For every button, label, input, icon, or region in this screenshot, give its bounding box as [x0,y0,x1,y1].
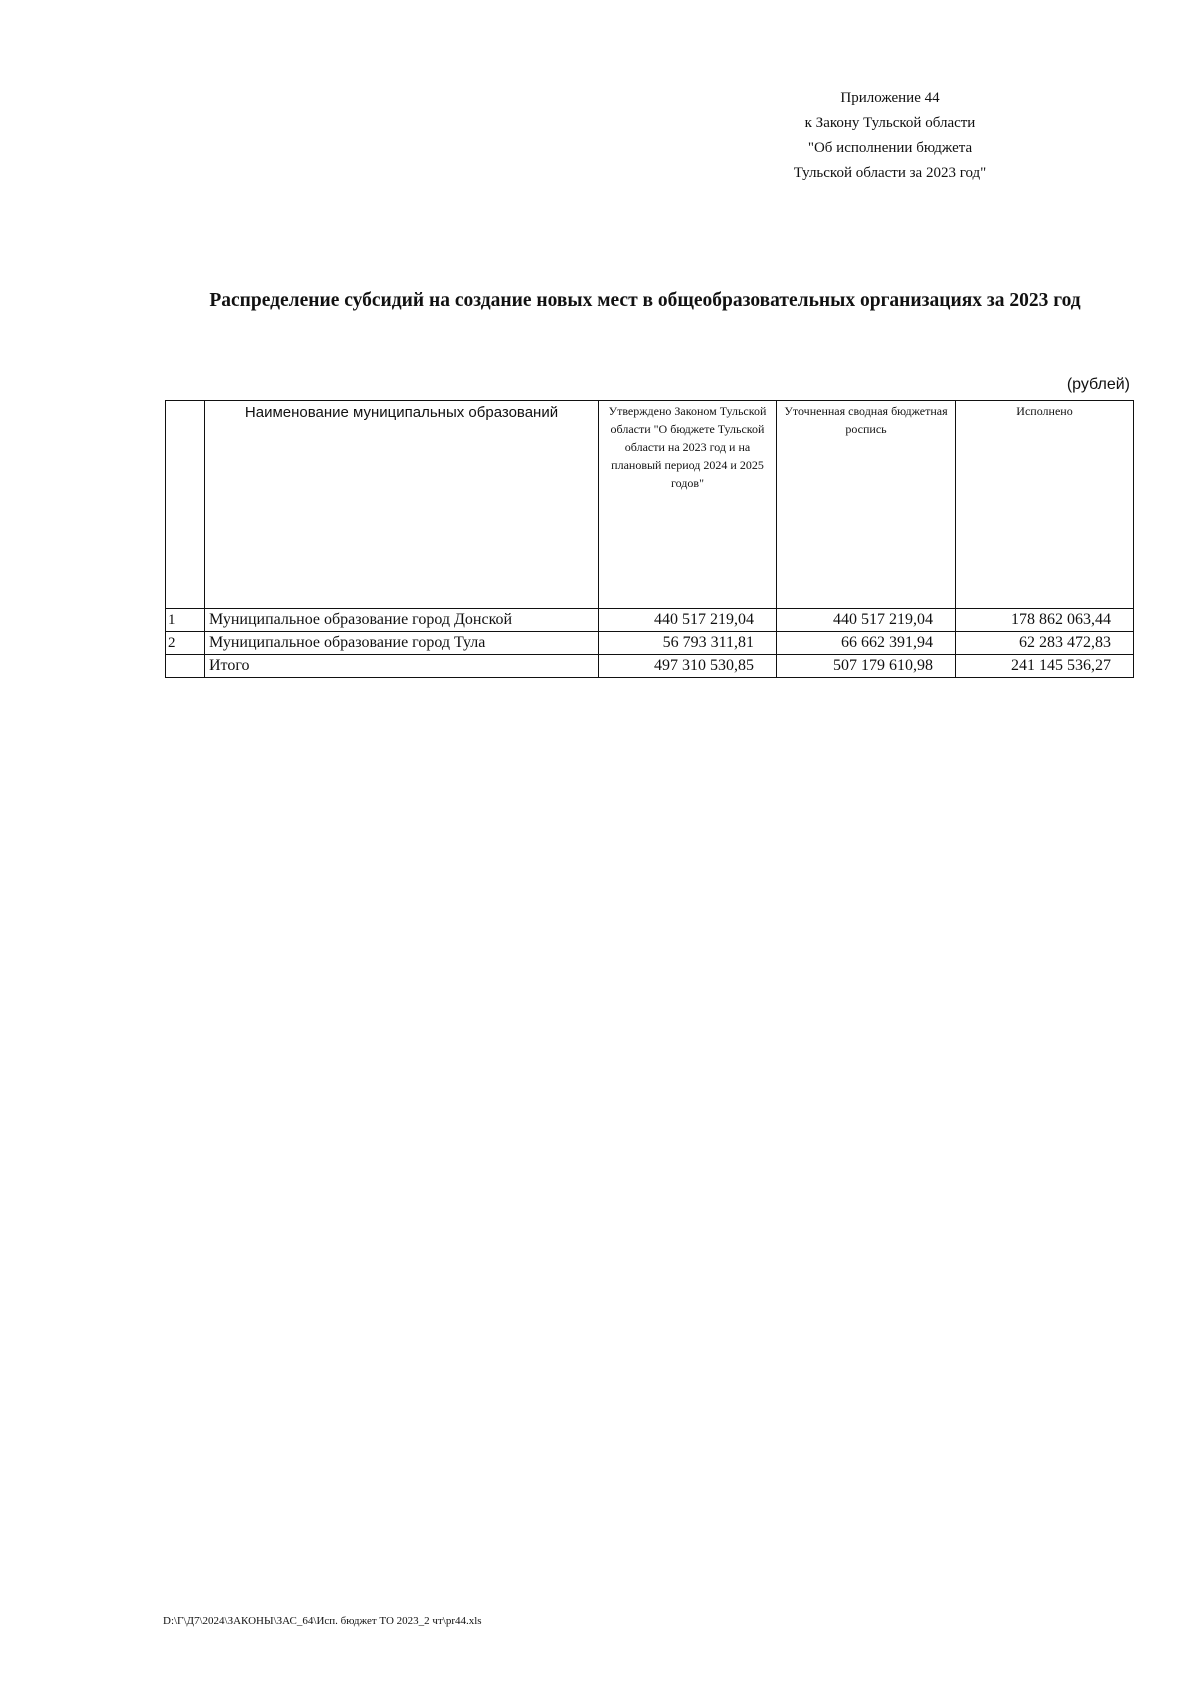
row-executed: 62 283 472,83 [956,632,1134,655]
annex-block [740,86,1040,186]
row-executed: 178 862 063,44 [956,609,1134,632]
row-approved: 56 793 311,81 [599,632,777,655]
header-refined: Уточненная сводная бюджетная роспись [777,401,956,609]
header-executed: Исполнено [956,401,1134,609]
annex-line-1: Приложение 44 [840,90,940,106]
row-number [166,655,205,678]
units-label: (рублей) [1066,376,1130,393]
header-name: Наименование муниципальных образований [205,401,599,609]
row-name: Муниципальное образование город Донской [205,609,599,632]
table-header-row [166,401,1134,609]
header-number-cell [166,401,205,609]
table-row [166,609,1134,632]
table-row [166,632,1134,655]
table-total-row [166,655,1134,678]
row-executed: 241 145 536,27 [956,655,1134,678]
row-number: 1 [166,609,205,632]
file-path-footer: D:\Г\Д7\2024\ЗАКОНЫ\ЗАС_64\Исп. бюджет ТО 2023_2 чт\pr44.xls [163,1615,482,1627]
row-refined: 66 662 391,94 [777,632,956,655]
row-refined: 440 517 219,04 [777,609,956,632]
document-title: Распределение субсидий на создание новых мест в общеобразовательных организациях за 2023 год [209,290,1081,311]
row-name: Муниципальное образование город Тула [205,632,599,655]
annex-line-3: "Об исполнении бюджета [807,140,973,156]
row-refined: 507 179 610,98 [777,655,956,678]
header-approved: Утверждено Законом Тульской области "О бюджете Тульской области на 2023 год и на плановый период 2024 и 2025 годов" [599,401,777,609]
row-name: Итого [205,655,599,678]
annex-line-2: к Закону Тульской области [804,115,976,131]
subsidy-table [165,400,1134,678]
row-number: 2 [166,632,205,655]
row-approved: 497 310 530,85 [599,655,777,678]
annex-line-4: Тульской области за 2023 год" [793,165,987,181]
row-approved: 440 517 219,04 [599,609,777,632]
